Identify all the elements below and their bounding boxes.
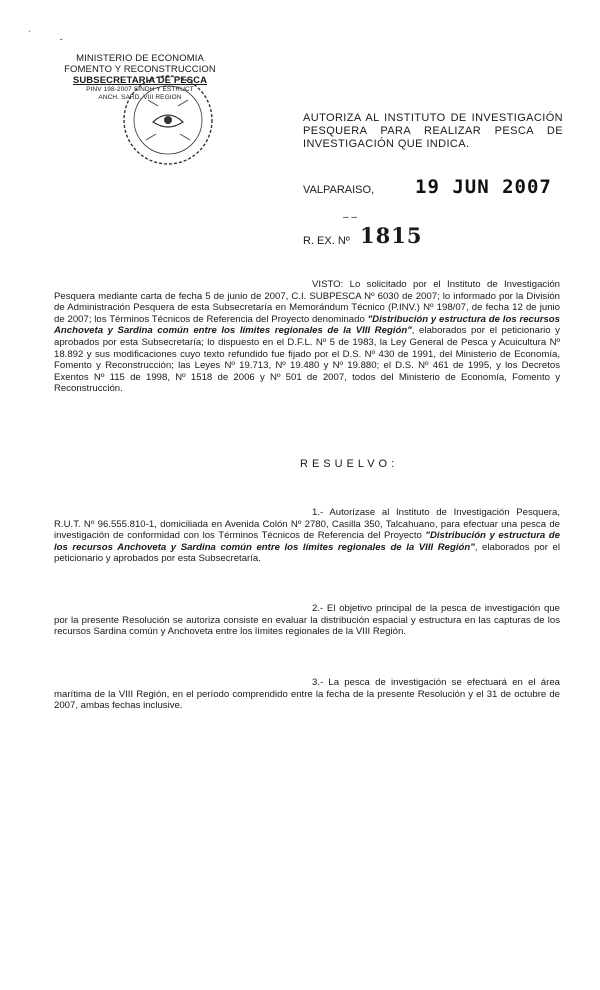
letterhead-ministry: MINISTERIO DE ECONOMIA bbox=[76, 53, 204, 64]
article-2: 2.- El objetivo principal de la pesca de investigación que por la presente Resolución se autoriza consiste en evaluar la distribución espacial y estructura en las capturas de los recursos Sardina común y Anchoveta entre los límites regionales de la VIII Región. bbox=[54, 603, 560, 638]
project-title: "Distribución y estructura de los recursos Anchoveta y Sardina común entre los límites regionales de la VIII Región" bbox=[54, 313, 560, 337]
resolution-number: 1815 bbox=[360, 223, 423, 248]
resuelvo-heading: RESUELVO: bbox=[300, 458, 399, 470]
article-3: 3.- La pesca de investigación se efectuará en el área marítima de la VIII Región, en el período comprendido entre la fecha de la presente Resolución y el 31 de octubre de 2007, ambas fechas inclusive. bbox=[54, 677, 560, 712]
letterhead-ministry-sub: FOMENTO Y RECONSTRUCCION bbox=[64, 64, 216, 75]
scan-mark: ˋ bbox=[28, 30, 31, 39]
visto-text-a: VISTO: Lo solicitado por el Instituto de Investigación Pesquera mediante carta de fecha 5 de junio de 2007, C.I. SUBPESCA Nº 6030 de 2007; lo informado por la División de Administración Pesquera de esta Subsecretaría en Memorándum Técnico (P.INV.) Nº 198/07, de fecha 12 de junio de 2007; los Términos Técnicos de Referencia del Proyecto denominado bbox=[54, 279, 560, 325]
letterhead-subsecretaria: SUBSECRETARIA DE PESCA bbox=[72, 75, 208, 86]
letterhead-ref-2: ANCH. SARD. VIII REGION bbox=[98, 94, 182, 101]
project-title: "Distribución y estructura de los recursos Anchoveta y Sardina común entre los límites regionales de la VIII Región" bbox=[54, 530, 561, 553]
date-stamp: 19 JUN 2007 bbox=[415, 176, 552, 198]
article-1-text-a: 1.- Autorízase al Instituto de Investigación Pesquera, R.U.T. Nº 96.555.810-1, domiciliada en Avenida Colón Nº 2780, Casilla 350, Talcahuano, para efectuar una pesca de investigación de conformidad con los Términos Técnicos de Referencia del Proyecto bbox=[54, 507, 560, 542]
article-1 bbox=[54, 507, 560, 565]
dash-mark: – – bbox=[343, 212, 357, 223]
scan-mark: ˇ bbox=[60, 38, 63, 47]
letterhead-ref: PINV 198-2007 SINDH Y ESTRUCT bbox=[86, 86, 194, 93]
visto-text-c: , elaborados por el peticionario y aprobados por esta Subsecretaría; lo dispuesto en el D.F.L. Nº 5 de 1983, la Ley General de Pesca y Acuicultura Nº 18.892 y sus modificaciones cuyo texto refundido fue fijado por el D.S. Nº 430 de 1991, del Ministerio de Economía, Fomento y Reconstrucción; las Leyes Nº 19.713, Nº 19.480 y Nº 19.880; el D.S. Nº 461 de 1995, y los Decretos Exentos Nº 115 de 1998, Nº 1518 de 2006 y Nº 501 de 2007, todos del Ministerio de Economía, Fomento y Reconstrucción. bbox=[54, 325, 560, 395]
place-label: VALPARAISO, bbox=[303, 184, 375, 196]
resolution-subject: AUTORIZA AL INSTITUTO DE INVESTIGACIÓN PESQUERA PARA REALIZAR PESCA DE INVESTIGACIÓN QUE INDICA. bbox=[303, 112, 563, 150]
resolution-number-label: R. EX. Nº bbox=[303, 235, 350, 247]
official-seal-stamp bbox=[118, 70, 218, 170]
article-1-text-c: , elaborados por el peticionario y aprobados por esta Subsecretaría. bbox=[54, 541, 560, 565]
visto-paragraph bbox=[54, 279, 560, 395]
